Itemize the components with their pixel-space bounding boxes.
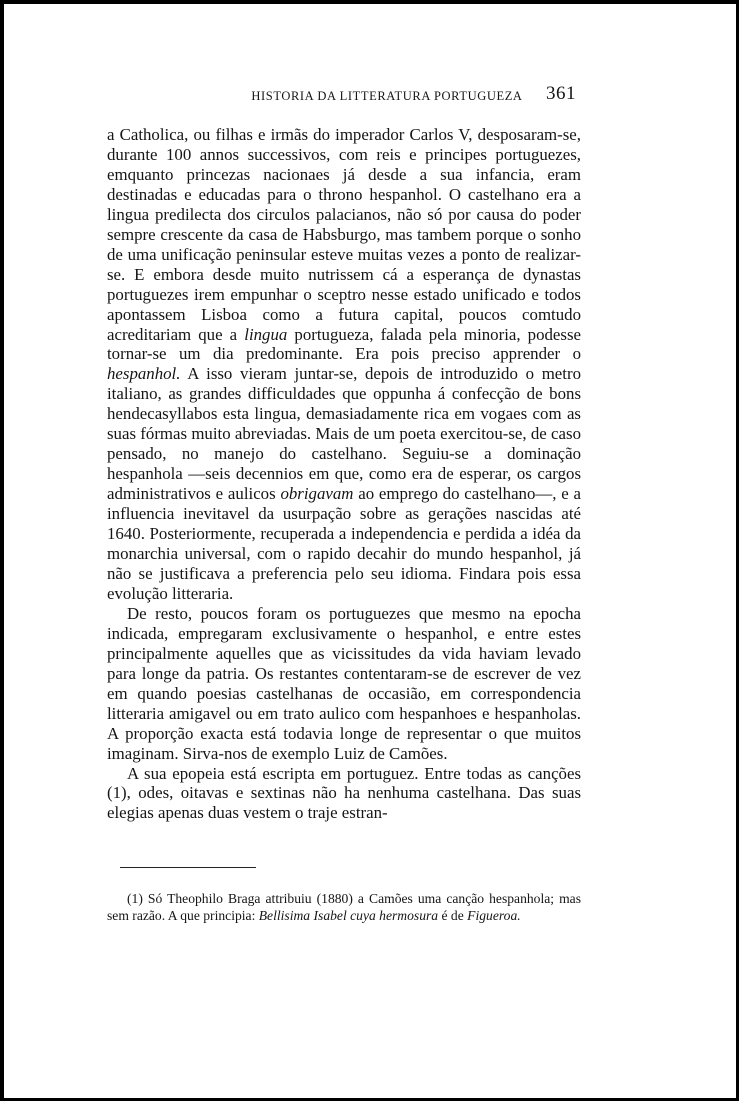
- italic-run: Bellisima Isabel cuya hermosura: [258, 908, 439, 923]
- italic-run: hespanhol.: [107, 364, 181, 384]
- italic-run: Figueroa.: [467, 908, 521, 923]
- text-run: é de: [438, 908, 468, 923]
- paragraph-3: [107, 764, 581, 824]
- running-title: HISTORIA DA LITTERATURA PORTUGUEZA: [251, 89, 523, 103]
- footnote: [107, 890, 581, 924]
- italic-run: lingua: [244, 324, 288, 344]
- text-run: A isso vieram juntar-se, depois de introduzido o metro italiano, as grandes difficuldades que oppunha á confecção de bons hendecasyllabos esta lingua, demasiadamente rica em vogaes com as suas fórmas muito abreviadas. Mais de um poeta exercitou-se, de caso pensado, no manejo do castelhano. Seguiu-se a dominação hespanhola —seis decennios em que, como era de esperar, os cargos administrativos e aulicos: [107, 364, 581, 504]
- body-text: [107, 125, 581, 823]
- footnote-separator: [120, 867, 256, 868]
- footnote-1: [107, 890, 581, 924]
- text-run: A sua epopeia está escripta em portuguez. Entre todas as canções (1), odes, oitavas e sextinas não ha nenhuma castelhana. Das suas elegias apenas duas vestem o traje estran-: [107, 763, 581, 823]
- italic-run: obrigavam: [280, 484, 354, 504]
- text-run: ao emprego do castelhano—, e a influencia inevitavel da usurpação sobre as gerações nascidas até 1640. Posteriormente, recuperada a independencia e perdida a idéa da monarchia universal, com o rapido decahir do mundo hespanhol, já não se justificava a preferencia pelo seu idioma. Findara pois essa evolução litteraria.: [107, 484, 581, 603]
- paragraph-2: [107, 604, 581, 764]
- paragraph-1: [107, 125, 581, 604]
- text-run: a Catholica, ou filhas e irmãs do imperador Carlos V, desposaram-se, durante 100 annos successivos, com reis e principes portuguezes, emquanto princezas nacionaes já desde a sua infancia, eram destinadas e educadas para o throno hespanhol. O castelhano era a lingua predilecta dos circulos palacianos, não só por causa do poder sempre crescente da casa de Habsburgo, mas tambem porque o sonho de uma unificação peninsular esteve muitas vezes a ponto de realizar-se. E embora desde muito nutrissem cá a esperança de dynastas portuguezes irem empunhar o sceptro nesse estado unificado e todos apontassem Lisboa como a futura capital, poucos comtudo acreditariam que a: [107, 125, 581, 344]
- text-run: portugueza, falada pela minoria, podesse tornar-se um dia predominante. Era pois preciso apprender o: [107, 324, 581, 364]
- text-run: (1) Só Theophilo Braga attribuiu (1880) a Camões uma canção hespanhola; mas sem razão. A que principia:: [107, 891, 581, 923]
- text-run: De resto, poucos foram os portuguezes que mesmo na epocha indicada, empregaram exclusivamente o hespanhol, e entre estes principalmente aquelles que as vicissitudes da vida haviam levado para longe da patria. Os restantes contentaram-se de escrever de vez em quando poesias castelhanas de occasião, em correspondencia litteraria amigavel ou em trato aulico com hespanhoes e hespanholas. A proporção exacta está todavia longe de representar o que muitos imaginam. Sirva-nos de exemplo Luiz de Camões.: [107, 603, 581, 763]
- page-number: 361: [546, 83, 576, 104]
